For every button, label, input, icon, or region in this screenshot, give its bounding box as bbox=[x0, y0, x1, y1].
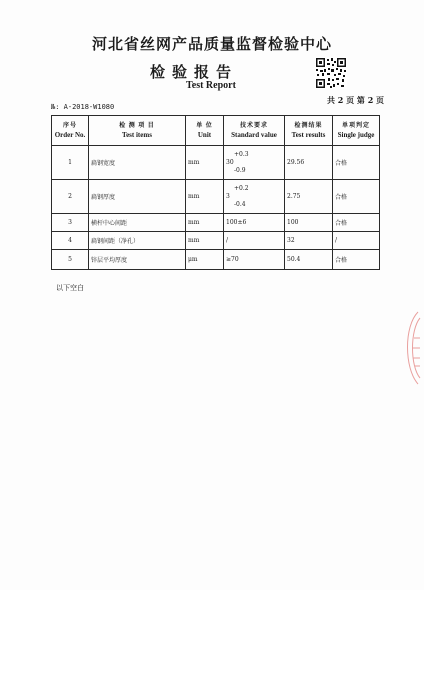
table-row bbox=[52, 180, 380, 214]
unit: mm bbox=[186, 180, 224, 214]
tolerance-lower: -0.9 bbox=[234, 166, 246, 174]
column-header-order: 序号 Order No. bbox=[52, 116, 89, 146]
nominal-value: 3 bbox=[226, 192, 230, 200]
column-header-judge: 单项判定 Single judge bbox=[333, 116, 380, 146]
test-result: 2.75 bbox=[285, 180, 333, 214]
order-no: 4 bbox=[52, 232, 89, 250]
unit: mm bbox=[186, 232, 224, 250]
standard-value: / bbox=[224, 232, 285, 250]
column-header-unit: 单 位 Unit bbox=[186, 116, 224, 146]
table-row bbox=[52, 214, 380, 232]
test-item: 扁钢厚度 bbox=[89, 180, 186, 214]
test-result: 50.4 bbox=[285, 250, 333, 270]
column-header-item: 检 测 项 目 Test items bbox=[89, 116, 186, 146]
report-title-en: Test Report bbox=[186, 80, 236, 91]
unit: μm bbox=[186, 250, 224, 270]
table-row bbox=[52, 146, 380, 180]
column-header-result: 检测结果 Test results bbox=[285, 116, 333, 146]
nominal-value: 30 bbox=[226, 158, 234, 166]
order-no: 1 bbox=[52, 146, 89, 180]
test-result: 32 bbox=[285, 232, 333, 250]
table-row bbox=[52, 232, 380, 250]
table-row bbox=[52, 250, 380, 270]
test-result: 29.56 bbox=[285, 146, 333, 180]
column-header-standard: 技术要求 Standard value bbox=[224, 116, 285, 146]
tolerance-upper: +0.2 bbox=[234, 184, 249, 192]
test-results-table bbox=[51, 115, 380, 270]
report-number: №: A-2018-W1080 bbox=[51, 103, 115, 111]
single-judge: 合格 bbox=[333, 146, 380, 180]
page-indicator: 共 2 页 第 2 页 bbox=[327, 95, 385, 105]
unit: mm bbox=[186, 146, 224, 180]
end-of-data-note: 以下空白 bbox=[56, 284, 84, 292]
page-bottom-margin bbox=[0, 590, 424, 700]
tolerance-lower: -0.4 bbox=[234, 200, 246, 208]
single-judge: 合格 bbox=[333, 180, 380, 214]
test-result: 100 bbox=[285, 214, 333, 232]
standard-value: 100±6 bbox=[224, 214, 285, 232]
order-no: 3 bbox=[52, 214, 89, 232]
order-no: 2 bbox=[52, 180, 89, 214]
report-title-cn: 检验报告 bbox=[150, 63, 239, 81]
organization-name: 河北省丝网产品质量监督检验中心 bbox=[91, 35, 332, 53]
standard-value bbox=[224, 180, 285, 214]
seal-stamp bbox=[398, 308, 422, 388]
tolerance-upper: +0.3 bbox=[234, 150, 249, 158]
table-header-row bbox=[52, 116, 380, 146]
single-judge: / bbox=[333, 232, 380, 250]
qr-code-icon bbox=[315, 57, 347, 89]
test-item: 锌层平均厚度 bbox=[89, 250, 186, 270]
standard-value: ≥70 bbox=[224, 250, 285, 270]
single-judge: 合格 bbox=[333, 214, 380, 232]
test-item: 横杆中心间距 bbox=[89, 214, 186, 232]
standard-value bbox=[224, 146, 285, 180]
unit: mm bbox=[186, 214, 224, 232]
single-judge: 合格 bbox=[333, 250, 380, 270]
test-item: 扁钢间距（净孔） bbox=[89, 232, 186, 250]
test-item: 扁钢宽度 bbox=[89, 146, 186, 180]
order-no: 5 bbox=[52, 250, 89, 270]
